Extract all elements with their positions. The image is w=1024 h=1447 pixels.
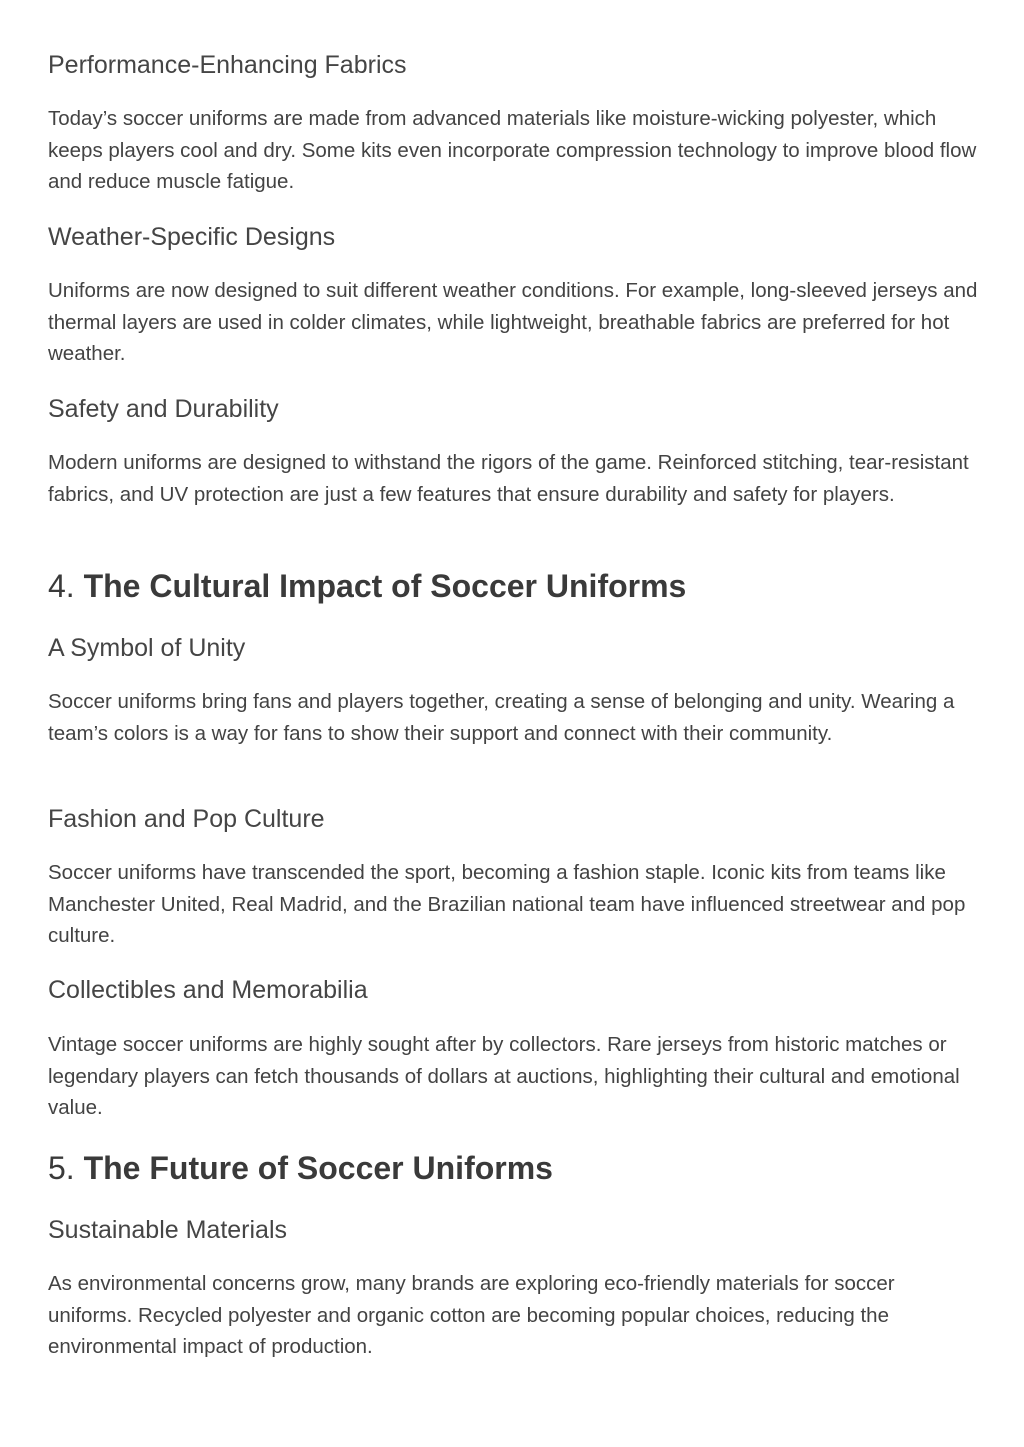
paragraph-sustainable-materials: As environmental concerns grow, many brands are exploring eco-friendly materials for soccer uniforms. Recycled polyester and organic cotton are becoming popular choices, reducing the environmental impact of production. — [48, 1272, 895, 1358]
section-heading-future — [48, 1148, 553, 1188]
subheading-symbol-of-unity: A Symbol of Unity — [48, 634, 246, 662]
subheading-sustainable-materials: Sustainable Materials — [48, 1216, 288, 1244]
subheading-safety-durability: Safety and Durability — [48, 395, 279, 423]
subheading-performance-fabrics: Performance-Enhancing Fabrics — [48, 51, 407, 79]
paragraph-safety-durability: Modern uniforms are designed to withstand the rigors of the game. Reinforced stitching, tear-resistant fabrics, and UV protection are just a few features that ensure durability and safety for players. — [48, 451, 969, 506]
paragraph-collectibles: Vintage soccer uniforms are highly sought after by collectors. Rare jerseys from historic matches or legendary players can fetch thousands of dollars at auctions, highlighting their cultural and emotional value. — [48, 1033, 960, 1119]
paragraph-weather-designs: Uniforms are now designed to suit different weather conditions. For example, long-sleeved jerseys and thermal layers are used in colder climates, while lightweight, breathable fabrics are preferred for hot weather. — [48, 279, 978, 365]
subheading-weather-designs: Weather-Specific Designs — [48, 223, 336, 251]
paragraph-symbol-of-unity: Soccer uniforms bring fans and players together, creating a sense of belonging and unity. Wearing a team’s colors is a way for fans to show their support and connect with their community. — [48, 690, 955, 745]
section-number: 4. — [48, 568, 75, 604]
section-title: The Future of Soccer Uniforms — [83, 1150, 553, 1186]
section-title: The Cultural Impact of Soccer Uniforms — [83, 568, 687, 604]
paragraph-performance-fabrics: Today’s soccer uniforms are made from advanced materials like moisture-wicking polyester, which keeps players cool and dry. Some kits even incorporate compression technology to improve blood flow and reduce muscle fatigue. — [48, 107, 977, 193]
subheading-collectibles: Collectibles and Memorabilia — [48, 976, 368, 1004]
section-heading-cultural-impact — [48, 566, 686, 606]
paragraph-fashion-pop-culture: Soccer uniforms have transcended the sport, becoming a fashion staple. Iconic kits from teams like Manchester United, Real Madrid, and the Brazilian national team have influenced streetwear and pop culture. — [48, 861, 966, 947]
subheading-fashion-pop-culture: Fashion and Pop Culture — [48, 805, 325, 833]
section-number: 5. — [48, 1150, 75, 1186]
